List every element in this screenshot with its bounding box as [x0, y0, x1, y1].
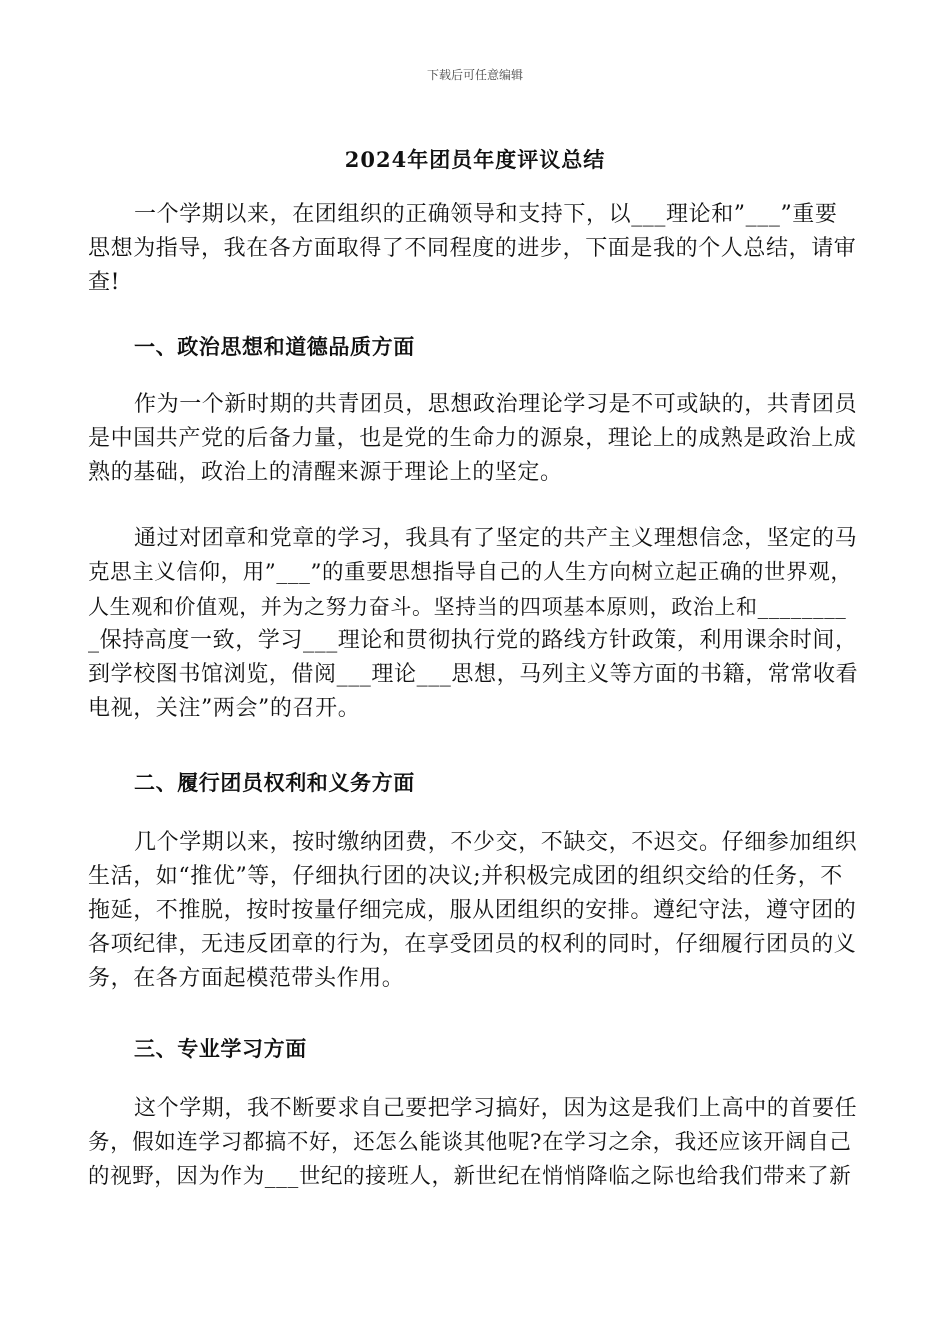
paragraph-line: 这个学期，我不断要求自己要把学习搞好，因为这是我们上高中的首要任	[134, 1096, 858, 1121]
section-3-heading-block	[88, 1032, 860, 1066]
page-header: 下载后可任意编辑	[426, 68, 523, 82]
section-1-heading-block	[88, 330, 860, 364]
section-heading: 一、政治思想和道德品质方面	[134, 334, 415, 359]
section-1-paragraph-2	[88, 522, 860, 726]
paragraph-line: 务，在各方面起模范带头作用。	[88, 966, 405, 991]
section-2-paragraph-1	[88, 826, 860, 996]
section-1-paragraph-1	[88, 388, 860, 490]
section-2-heading-block	[88, 766, 860, 800]
paragraph-line: 各项纪律，无违反团章的行为，在享受团员的权利的同时，仔细履行团员的义	[88, 932, 857, 957]
intro-paragraph	[88, 198, 860, 300]
paragraph-line: 拖延，不推脱，按时按量仔细完成，服从团组织的安排。遵纪守法，遵守团的	[88, 898, 857, 923]
paragraph-line: 查!	[88, 270, 121, 295]
paragraph-line: 是中国共产党的后备力量，也是党的生命力的源泉，理论上的成熟是政治上成	[88, 426, 857, 451]
page-title: 2024年团员年度评议总结	[344, 147, 606, 172]
section-heading: 二、履行团员权利和义务方面	[134, 770, 415, 795]
paragraph-line: 作为一个新时期的共青团员，思想政治理论学习是不可或缺的，共青团员	[134, 392, 858, 417]
paragraph-line: 通过对团章和党章的学习，我具有了坚定的共产主义理想信念，坚定的马	[134, 526, 858, 551]
paragraph-line: _保持高度一致，学习___理论和贯彻执行党的路线方针政策，利用课余时间，	[88, 628, 858, 653]
section-heading: 三、专业学习方面	[134, 1036, 307, 1061]
paragraph-line: 几个学期以来，按时缴纳团费，不少交，不缺交，不迟交。仔细参加组织	[134, 830, 858, 855]
paragraph-line: 的视野，因为作为___世纪的接班人，新世纪在悄悄降临之际也给我们带来了新	[88, 1164, 852, 1189]
paragraph-line: 一个学期以来，在团组织的正确领导和支持下，以___理论和”___”重要	[134, 202, 838, 227]
paragraph-line: 熟的基础，政治上的清醒来源于理论上的坚定。	[88, 460, 563, 485]
paragraph-line: 到学校图书馆浏览，借阅___理论___思想，马列主义等方面的书籍，常常收看	[88, 662, 859, 687]
paragraph-line: 生活，如“推优”等，仔细执行团的决议;并积极完成团的组织交给的任务，不	[88, 864, 843, 889]
paragraph-line: 思想为指导，我在各方面取得了不同程度的进步，下面是我的个人总结，请审	[88, 236, 857, 261]
section-3-paragraph-1	[88, 1092, 860, 1194]
paragraph-line: 人生观和价值观，并为之努力奋斗。坚持当的四项基本原则，政治上和________	[88, 595, 847, 619]
paragraph-line: 克思主义信仰，用”___”的重要思想指导自己的人生方向树立起正确的世界观，	[88, 560, 853, 585]
paragraph-line: 电视，关注”两会”的召开。	[88, 696, 361, 721]
paragraph-line: 务，假如连学习都搞不好，还怎么能谈其他呢?在学习之余，我还应该开阔自己	[88, 1130, 852, 1155]
